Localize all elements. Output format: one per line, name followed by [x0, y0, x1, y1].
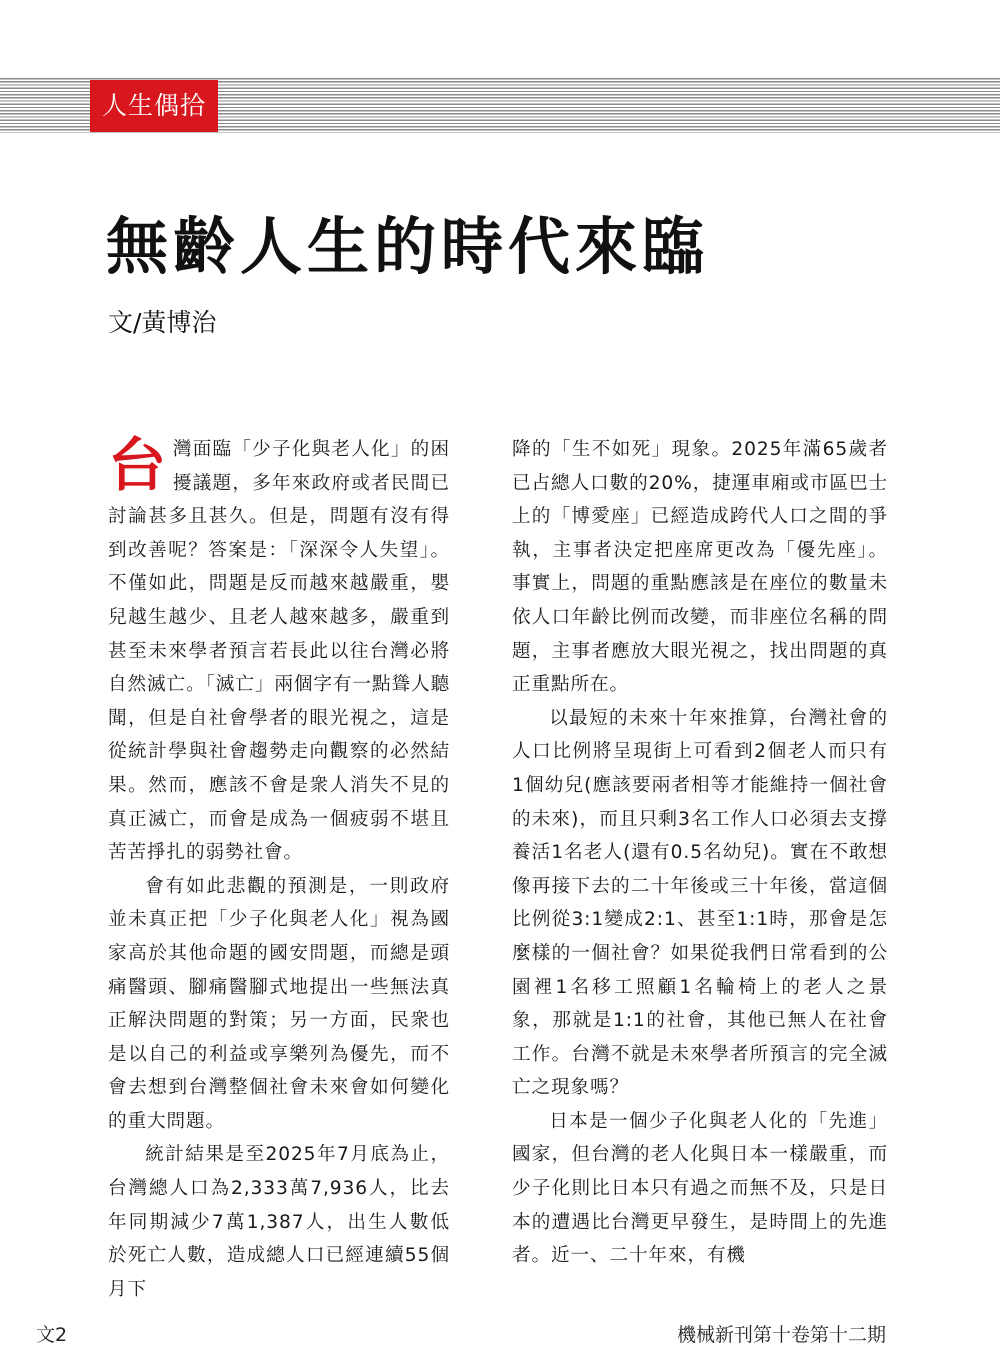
article-column-left — [108, 433, 450, 1306]
paragraph: 降的「生不如死」現象。2025年滿65歲者已占總人口數的20%，捷運車廂或市區巴士上的「博愛座」已經造成跨代人口之間的爭執，主事者決定把座席更改為「優先座」。事實上，問題的重點應該是在座位的數量未依人口年齡比例而改變，而非座位名稱的問題，主事者應放大眼光視之，找出問題的真正重點所在。 — [512, 439, 888, 696]
paragraph: 日本是一個少子化與老人化的「先進」國家，但台灣的老人化與日本一樣嚴重，而少子化則比日本只有過之而無不及，只是日本的遭遇比台灣更早發生，是時間上的先進者。近一、二十年來，有機 — [512, 1110, 888, 1267]
paragraph: 統計結果是至2025年7月底為止，台灣總人口為2,333萬7,936人，比去年同期減少7萬1,387人，出生人數低於死亡人數，造成總人口已經連續55個月下 — [108, 1144, 450, 1300]
page-number: 文2 — [36, 1324, 68, 1346]
article-title: 無齡人生的時代來臨 — [106, 210, 710, 283]
publication-name: 機械新刊第十卷第十二期 — [676, 1324, 886, 1346]
paragraph: 以最短的未來十年來推算，台灣社會的人口比例將呈現街上可看到2個老人而只有1個幼兒(應該要兩者相等才能維持一個社會的未來)，而且只剩3名工作人口必須去支撐養活1名老人(還有0.5名幼兒)。實在不敢想像再接下去的二十年後或三十年後，當這個比例從3:1變成2:1、甚至1:1時，那會是怎麼樣的一個社會？如果從我們日常看到的公園裡1名移工照顧1名輪椅上的老人之景象，那就是1:1的社會，其他已無人在社會工作。台灣不就是未來學者所預言的完全滅亡之現象嗎？ — [512, 707, 888, 1099]
drop-cap: 台 — [108, 431, 167, 499]
paragraph-text: 灣面臨「少子化與老人化」的困擾議題，多年來政府或者民間已討論甚多且甚久。但是，問題有沒有得到改善呢？答案是：「深深令人失望」。不僅如此，問題是反而越來越嚴重，嬰兒越生越少、且老人越來越多，嚴重到甚至未來學者預言若長此以往台灣必將自然滅亡。「滅亡」兩個字有一點聳人聽聞，但是自社會學者的眼光視之，這是從統計學與社會趨勢走向觀察的必然結果。然而，應該不會是衆人消失不見的真正滅亡，而會是成為一個疲弱不堪且苦苦掙扎的弱勢社會。 — [108, 439, 450, 864]
article-column-right — [512, 433, 888, 1273]
paragraph — [108, 433, 450, 870]
section-label: 人生偶拾 — [90, 80, 218, 132]
paragraph: 會有如此悲觀的預測是，一則政府並未真正把「少子化與老人化」視為國家高於其他命題的國安問題，而總是頭痛醫頭、腳痛醫腳式地提出一些無法真正解決問題的對策；另一方面，民衆也是以自己的利益或享樂列為優先，而不會去想到台灣整個社會未來會如何變化的重大問題。 — [108, 875, 450, 1132]
article-byline: 文/黃博治 — [108, 308, 217, 337]
